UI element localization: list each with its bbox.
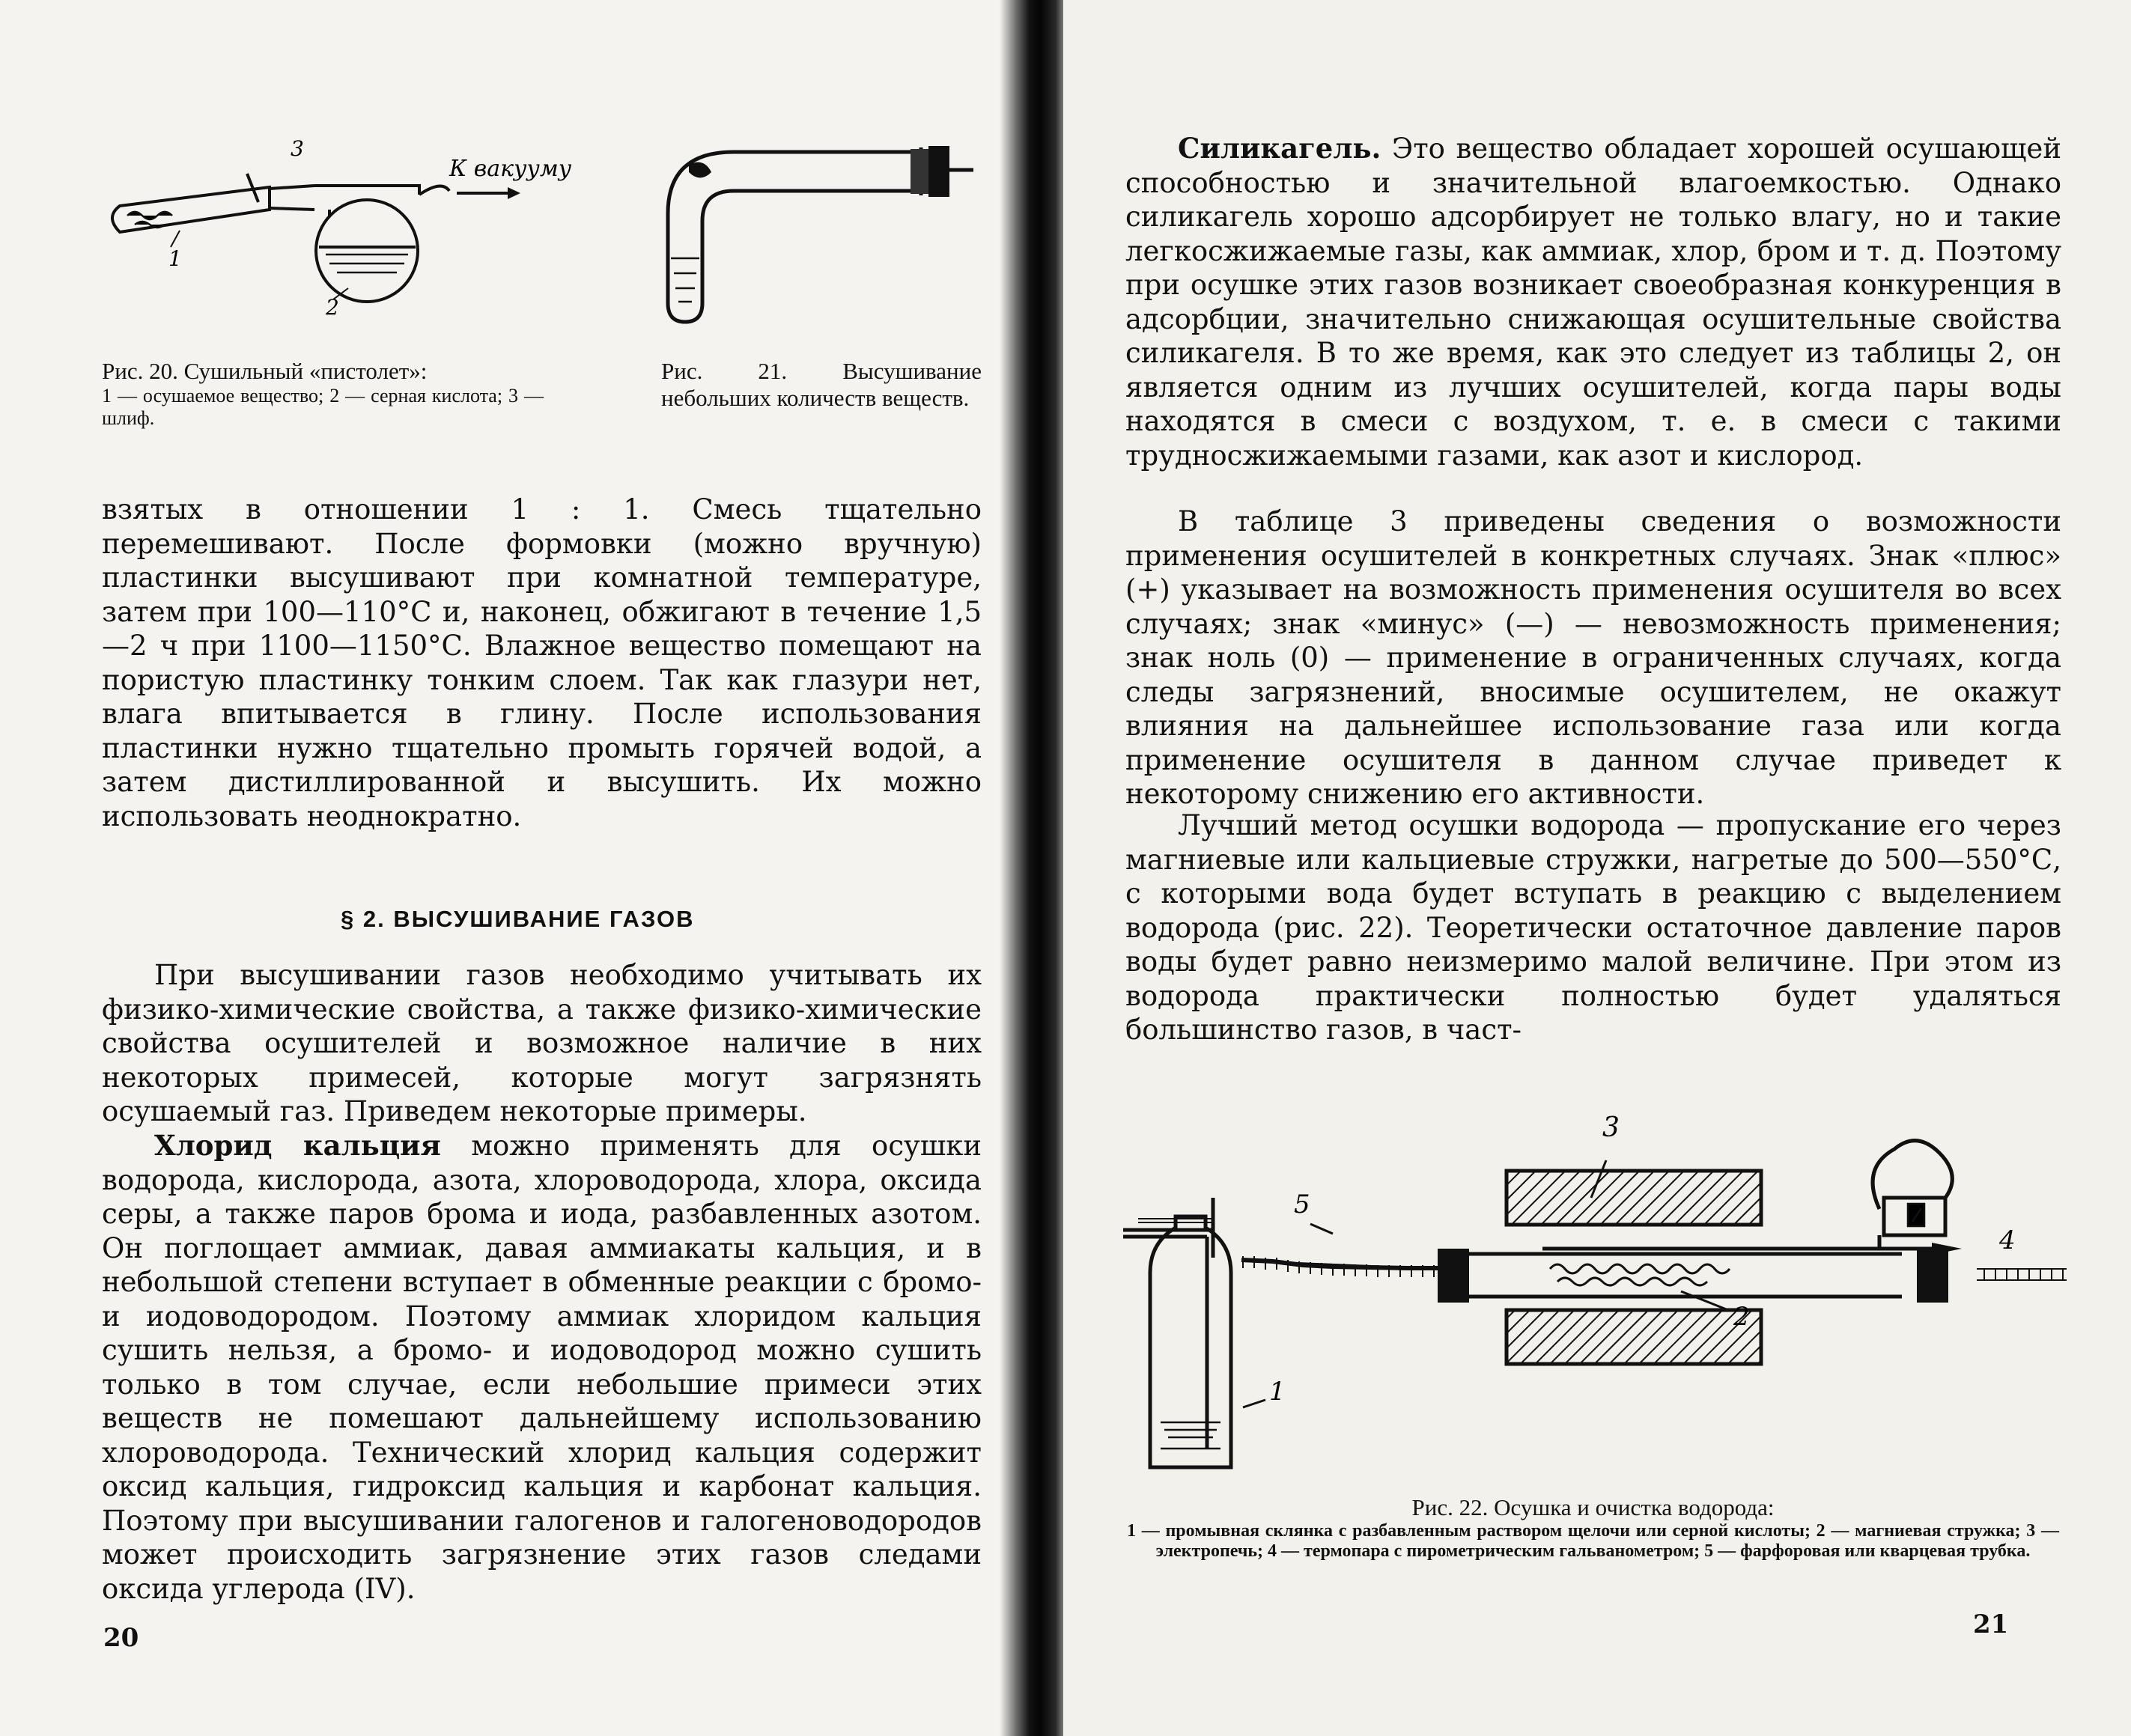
fig20-label-1: 1: [168, 246, 182, 271]
fig21-caption-title: Рис. 21. Высушивание небольших количеств веществ.: [661, 358, 982, 411]
fig22-label-1: 1: [1269, 1377, 1286, 1407]
right-paragraph-silica-gel-text: Это вещество обладает хорошей осушающей способностью и значительной влагоемкостью. Однако силикагель хорошо адсорбирует не только влагу, но и такие легкосжижаемые газы, как аммиак, хлор, бром и т. д. Поэтому при осушке этих газов возникает своеобразная конкуренция в адсорбции, значительно снижающая осушительные свойства силикагеля. В то же время, как это следует из таблицы 2, он является одним из лучших осушителей, когда пары воды находятся в смеси с воздухом, т. е. в смеси с такими трудносжижаемыми газами, как азот и кислород.: [1125, 133, 2061, 472]
right-paragraph-silica-gel: [1125, 132, 2061, 472]
fig22-caption: [1127, 1494, 2059, 1562]
fig22-caption-legend: 1 — промывная склянка с разбавленным раствором щелочи или серной кислоты; 2 — магниевая стружка; 3 — электропечь; 4 — термопара с пирометрическим гальванометром; 5 — фарфоровая или кварцевая трубка.: [1127, 1520, 2059, 1562]
right-paragraph-hydrogen: [1125, 808, 2061, 1047]
fig22-label-2: 2: [1733, 1302, 1750, 1332]
left-paragraph-calcium-chloride-text: можно применять для осушки водорода, кислорода, азота, хлороводорода, хлора, оксида серы, а также паров брома и иода, разбавленных азотом. Он поглощает аммиак, давая аммиакаты кальция, и в небольшой степени вступает в обменные реакции с бромо- и иодоводородом. Поэтому аммиак хлоридом кальция сушить нельзя, а бромо- и иодоводород можно сушить только в том случае, если небольшие примеси этих веществ не помешают дальнейшему использованию хлороводорода. Технический хлорид кальция содержит оксид кальция, гидроксид кальция и карбонат кальция. Поэтому при высушивании галогенов и галогеноводородов может происходить загрязнение этих газов следами оксида углерода (IV).: [102, 1130, 982, 1605]
fig22-label-5: 5: [1294, 1190, 1310, 1219]
right-page: [1063, 0, 2131, 1736]
fig20-caption-legend: 1 — осушаемое вещество; 2 — серная кислота; 3 — шлиф.: [102, 384, 544, 429]
right-paragraph-hydrogen-text: Лучший метод осушки водорода — пропускание его через магниевые или кальциевые стружки, нагретые до 500—550°С, с которыми вода будет вступать в реакцию с выделением водорода (рис. 22). Теоретически остаточное давление паров воды будет равно неизмеримо малой величине. При этом из водорода практически полностью будет удаляться большинство газов, в част-: [1125, 809, 2061, 1046]
fig20-label-2: 2: [326, 295, 339, 320]
fig21-caption: [661, 358, 982, 411]
silica-gel-term: Силикагель.: [1178, 132, 1381, 165]
fig20-caption-title: Рис. 20. Сушильный «пистолет»:: [102, 358, 428, 384]
fig21-bent-tube-diagram: [659, 131, 988, 333]
page-number-left: 20: [103, 1623, 139, 1653]
left-page: [0, 0, 1015, 1736]
left-paragraph-plates: [102, 493, 982, 833]
left-paragraph-plates-text: взятых в отношении 1 : 1. Смесь тщательно перемешивают. После формовки (можно вручную) пластинки высушивают при комнатной температуре, затем при 100—110°С и, наконец, обжигают в течение 1,5—2 ч при 1100—1150°С. Влажное вещество помещают на пористую пластинку тонким слоем. Так как глазури нет, влага впитывается в глину. После использования пластинки нужно тщательно промыть горячей водой, а затем дистиллированной и высушить. Их можно использовать неоднократно.: [102, 493, 982, 832]
fig22-caption-title: Рис. 22. Осушка и очистка водорода:: [1411, 1494, 1775, 1520]
left-paragraph-intro-text: При высушивании газов необходимо учитывать их физико-химические свойства, а также физико-химические свойства осушителей и возможное наличие в них некоторых примесей, которые могут загрязнять осушаемый газ. Приведем некоторые примеры.: [102, 959, 982, 1127]
left-paragraph-intro: [102, 958, 982, 1129]
fig20-label-vacuum: К вакууму: [449, 156, 572, 182]
fig22-label-4: 4: [1999, 1225, 2016, 1255]
section-heading: § 2. ВЫСУШИВАНИЕ ГАЗОВ: [341, 906, 695, 932]
fig20-caption: [102, 358, 544, 429]
calcium-chloride-term: Хлорид кальция: [154, 1129, 441, 1162]
fig20-label-3: 3: [291, 136, 304, 161]
fig22-hydrogen-drying-apparatus: [1123, 1108, 2089, 1482]
right-paragraph-table3-text: В таблице 3 приведены сведения о возможности применения осушителей в конкретных случаях. Знак «плюс» (+) указывает на возможность применения осушителя во всех случаях; знак «минус» (—) — невозможность применения; знак ноль (0) — применение в ограниченных случаях, когда следы загрязнений, вносимые осушителем, не окажут влияния на дальнейшее использование газа или когда применение осушителя в данном случае приведет к некоторому снижению его активности.: [1125, 505, 2061, 810]
right-paragraph-table3: [1125, 505, 2061, 811]
fig22-label-3: 3: [1602, 1112, 1620, 1143]
left-paragraph-calcium-chloride: [102, 1129, 982, 1606]
fig20-drying-pistol-diagram: [97, 135, 577, 329]
page-number-right: 21: [1973, 1609, 2009, 1639]
